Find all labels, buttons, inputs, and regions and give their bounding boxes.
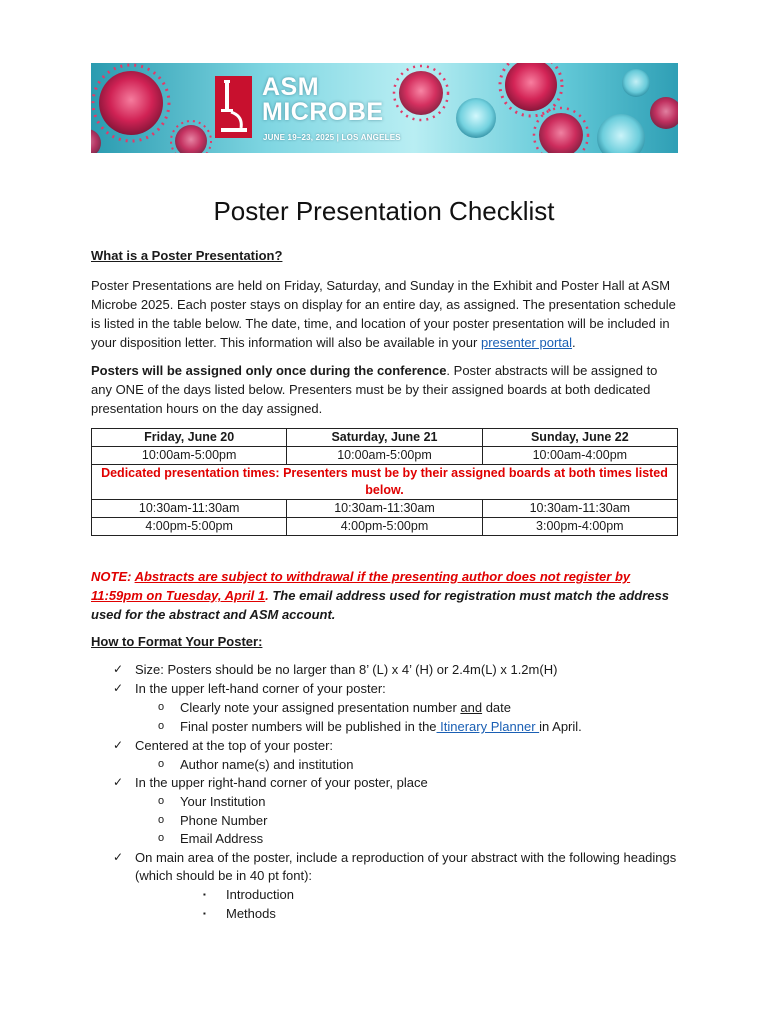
- list-item: [180, 717, 582, 736]
- presenter-portal-link[interactable]: presenter portal: [480, 335, 573, 350]
- check-icon: ✓: [113, 738, 124, 752]
- list-item: Size: Posters should be no larger than 8’ (L) x 4’ (H) or 2.4m(L) x 1.2m(H): [135, 662, 558, 677]
- dedicated-times-note: Dedicated presentation times: Presenters must be by their assigned boards at both times listed below.: [92, 465, 678, 500]
- table-cell: 10:00am-5:00pm: [92, 447, 287, 465]
- table-cell: 3:00pm-4:00pm: [482, 518, 677, 536]
- logo-line-microbe: MICROBE: [262, 98, 384, 126]
- list-item-text: date: [482, 700, 512, 715]
- list-item: Author name(s) and institution: [180, 757, 354, 772]
- table-cell: 10:30am-11:30am: [92, 500, 287, 518]
- table-cell: 10:30am-11:30am: [287, 500, 482, 518]
- withdrawal-warning: Abstracts are subject to withdrawal if the presenting author does not register by 11:59pm on Tuesday, April 1: [91, 569, 631, 603]
- list-item: Introduction: [226, 887, 294, 902]
- table-row: [92, 518, 678, 536]
- logo-line-asm: ASM: [262, 73, 320, 101]
- note-label: NOTE:: [91, 569, 135, 584]
- list-item: In the upper left-hand corner of your poster:: [135, 681, 386, 696]
- table-cell: 10:00am-4:00pm: [482, 447, 677, 465]
- table-header-cell: Sunday, June 22: [482, 429, 677, 447]
- check-icon: ✓: [113, 662, 124, 676]
- list-item: In the upper right-hand corner of your poster, place: [135, 775, 428, 790]
- asm-logo-mark: [215, 76, 252, 138]
- table-header-cell: Friday, June 20: [92, 429, 287, 447]
- table-cell: 10:00am-5:00pm: [287, 447, 482, 465]
- schedule-table: [91, 428, 678, 536]
- circle-bullet-icon: o: [158, 832, 165, 844]
- table-row: [92, 500, 678, 518]
- intro-text: Poster Presentations are held on Friday, Saturday, and Sunday in the Exhibit and Poster Hall at ASM Microbe 2025. Each poster stays on display for an entire day, as assigned. The presentation schedule is listed in the table below. The date, time, and location of your poster presentation will be included in your disposition letter. This information will also be available in your: [91, 278, 676, 350]
- logo-wordmark: [262, 75, 384, 125]
- circle-bullet-icon: o: [158, 814, 165, 826]
- list-item: Phone Number: [180, 813, 268, 828]
- list-item-text: in April.: [539, 719, 582, 734]
- check-icon: ✓: [113, 850, 124, 864]
- table-row: [92, 447, 678, 465]
- square-bullet-icon: ▪: [203, 890, 206, 899]
- assignment-text: . Poster abstracts will be assigned to any ONE of the days listed below. Presenters must be by their assigned boards at both dedicated presentation hours on the day assigned.: [91, 363, 658, 416]
- list-item: Your Institution: [180, 794, 266, 809]
- circle-bullet-icon: o: [158, 758, 165, 770]
- microscope-icon: [215, 76, 252, 138]
- registration-note: [91, 567, 681, 624]
- square-bullet-icon: ▪: [203, 909, 206, 918]
- page-title: Poster Presentation Checklist: [213, 196, 555, 226]
- table-row: [92, 465, 678, 500]
- list-item: Centered at the top of your poster:: [135, 738, 334, 753]
- check-icon: ✓: [113, 681, 124, 695]
- list-item: Email Address: [180, 831, 264, 846]
- section-heading-format: How to Format Your Poster:: [91, 634, 263, 649]
- intro-end: .: [572, 335, 576, 350]
- section-heading-what-is: What is a Poster Presentation?: [91, 248, 283, 263]
- list-item-continuation: (which should be in 40 pt font):: [135, 868, 313, 883]
- table-cell: 10:30am-11:30am: [482, 500, 677, 518]
- assignment-bold-text: Posters will be assigned only once during the conference: [91, 363, 447, 378]
- list-item-text: Clearly note your assigned presentation number: [180, 700, 461, 715]
- asm-microbe-banner: [91, 63, 678, 153]
- itinerary-planner-link[interactable]: Itinerary Planner: [436, 719, 540, 734]
- circle-bullet-icon: o: [158, 720, 165, 732]
- table-header-row: [92, 429, 678, 447]
- circle-bullet-icon: o: [158, 701, 165, 713]
- list-item-text: Final poster numbers will be published in the: [180, 719, 437, 734]
- note-period: .: [265, 588, 269, 603]
- circle-bullet-icon: o: [158, 795, 165, 807]
- check-icon: ✓: [113, 775, 124, 789]
- intro-paragraph: [91, 276, 681, 352]
- assignment-paragraph: [91, 361, 681, 418]
- table-cell: 4:00pm-5:00pm: [92, 518, 287, 536]
- event-dates: JUNE 19–23, 2025 | LOS ANGELES: [263, 133, 401, 142]
- list-item-emphasis: and: [460, 700, 483, 715]
- list-item: On main area of the poster, include a reproduction of your abstract with the following headings: [135, 850, 677, 865]
- table-header-cell: Saturday, June 21: [287, 429, 482, 447]
- list-item: [180, 698, 511, 717]
- list-item: Methods: [226, 906, 276, 921]
- table-cell: 4:00pm-5:00pm: [287, 518, 482, 536]
- email-requirement: The email address used for registration must match the address used for the abstract and ASM account.: [91, 588, 669, 622]
